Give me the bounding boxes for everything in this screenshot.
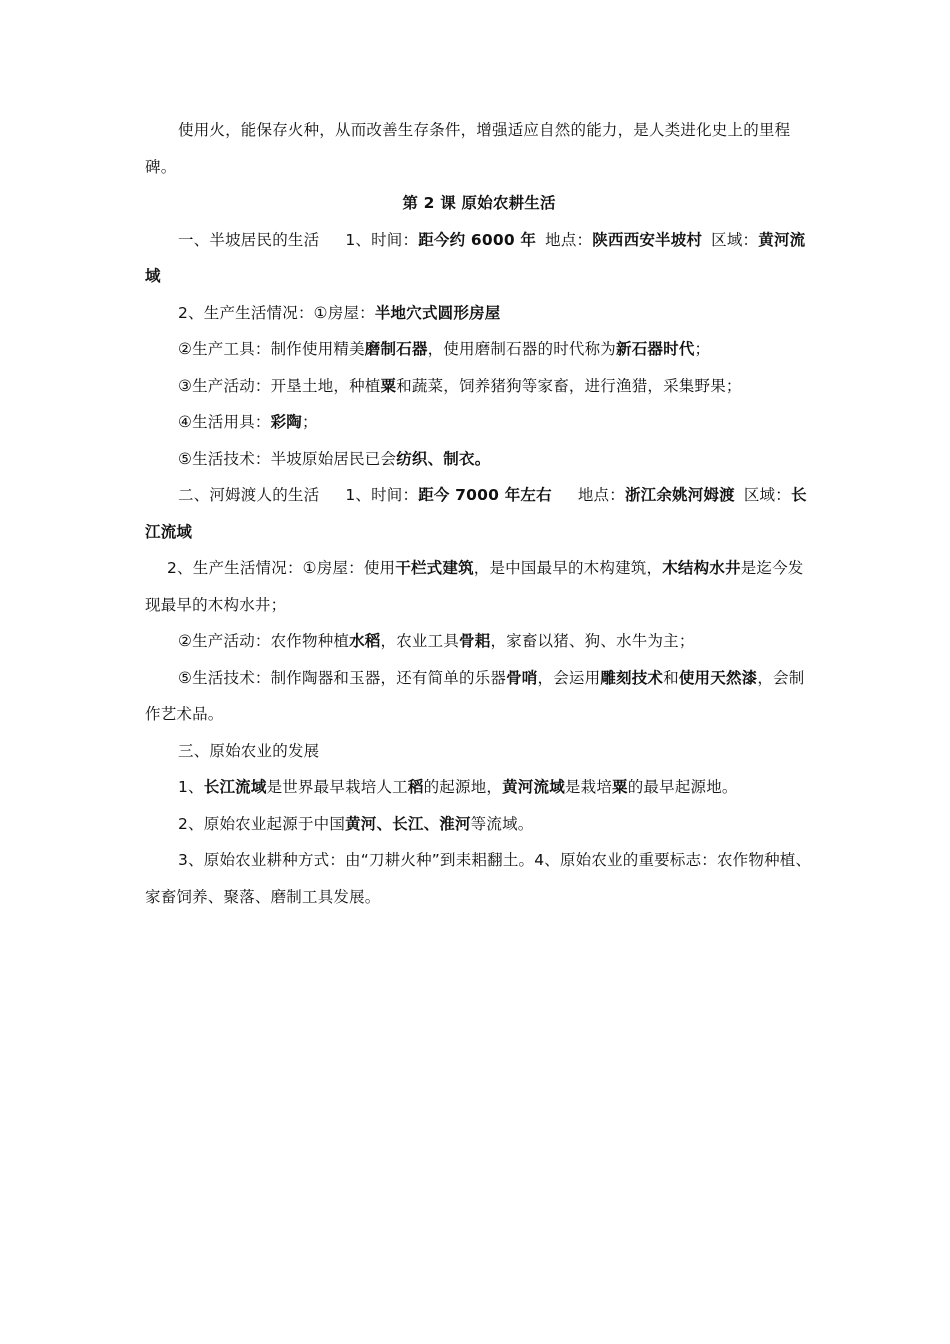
banpo-activity-text-2: 和蔬菜，饲养猪狗等家畜，进行渔猎，采集野果； — [396, 376, 742, 395]
banpo-place-value: 陕西西安半坡村 — [592, 230, 703, 249]
hemudu-region-label: 区域： — [743, 486, 791, 504]
banpo-activity-text: ③生产活动：开垦土地，种植 — [178, 376, 381, 395]
lesson-title: 第 2 课 原始农耕生活 — [402, 194, 556, 212]
hemudu-house-stilt: 干栏式建筑 — [395, 559, 474, 577]
document-body — [145, 112, 813, 915]
agriculture-point-2 — [145, 806, 813, 843]
agri-p1-millet: 粟 — [612, 778, 628, 796]
hemudu-house-text: 2、生产生活情况：①房屋：使用 — [167, 559, 396, 577]
hemudu-tech-lacquer: 使用天然漆 — [678, 668, 758, 687]
hemudu-tech-text-3: ，会制作艺术品。 — [145, 668, 805, 723]
hemudu-tech-bone-whistle: 骨哨 — [506, 668, 538, 687]
banpo-utensil-end: ； — [302, 413, 318, 431]
banpo-time-label: 1、时间： — [345, 230, 419, 249]
banpo-tools-text-2: ，使用磨制石器的时代称为 — [427, 340, 617, 358]
agri-p1-rice: 稻 — [407, 778, 424, 796]
banpo-utensil-pottery: 彩陶 — [270, 413, 303, 431]
banpo-utensil-text: ④生活用具： — [178, 413, 271, 431]
hemudu-activity-text: ②生产活动：农作物种植 — [178, 632, 350, 650]
banpo-region-label: 区域： — [711, 230, 759, 249]
agri-p1-text: 1、 — [178, 778, 204, 796]
banpo-heading: 一、半坡居民的生活 — [178, 230, 320, 249]
hemudu-activity-paragraph — [145, 623, 813, 660]
intro-paragraph — [145, 112, 813, 185]
hemudu-region-value: 长江流域 — [145, 486, 807, 541]
banpo-tools-neolithic: 新石器时代 — [616, 340, 695, 358]
agri-p2-text: 2、原始农业起源于中国 — [178, 814, 346, 833]
agri-p1-text-3: 的起源地， — [423, 778, 503, 796]
banpo-house-paragraph — [145, 295, 813, 332]
agriculture-heading-paragraph — [145, 733, 813, 770]
banpo-activity-millet: 粟 — [380, 376, 397, 395]
banpo-tools-paragraph — [145, 331, 813, 368]
agri-p3-text: 3、原始农业耕种方式：由“刀耕火种”到耒耜翻土。4、原始农业的重要标志：农作物种植、家畜饲养、聚落、磨制工具发展。 — [145, 851, 812, 906]
banpo-life-label: 2、生产生活情况：①房屋： — [178, 303, 375, 322]
banpo-house: 半地穴式圆形房屋 — [374, 303, 501, 322]
banpo-tools-end: ； — [694, 340, 711, 358]
hemudu-house-paragraph — [145, 550, 813, 623]
hemudu-heading: 二、河姆渡人的生活 — [178, 486, 320, 504]
hemudu-tech-paragraph — [145, 660, 813, 733]
hemudu-tech-text-2: ，会运用 — [537, 668, 601, 687]
agri-p1-text-2: 是世界最早栽培人工 — [266, 778, 408, 796]
banpo-activity-paragraph — [145, 368, 813, 405]
hemudu-heading-paragraph — [145, 477, 813, 550]
hemudu-activity-rice: 水稻 — [349, 632, 381, 650]
agri-p1-text-5: 的最早起源地。 — [627, 778, 738, 796]
agri-p2-text-2: 等流域。 — [470, 814, 534, 833]
hemudu-tech-text: ⑤生活技术：制作陶器和玉器，还有简单的乐器 — [178, 668, 507, 687]
banpo-time-value: 距今约 6000 年 — [418, 230, 537, 249]
agriculture-point-3 — [145, 842, 813, 915]
hemudu-tech-carving: 雕刻技术 — [600, 668, 664, 687]
banpo-tech-weaving: 纺织、制衣。 — [396, 449, 491, 468]
hemudu-tech-and: 和 — [663, 668, 679, 687]
hemudu-house-text-2: ，是中国最早的木构建筑， — [473, 559, 663, 577]
hemudu-time-value: 距今 7000 年左右 — [418, 486, 552, 504]
agri-p1-yangtze: 长江流域 — [203, 778, 267, 796]
banpo-heading-paragraph — [145, 222, 813, 295]
banpo-tools-stone: 磨制石器 — [364, 340, 428, 358]
banpo-region-value: 黄河流域 — [145, 230, 806, 285]
hemudu-place-label: 地点： — [577, 486, 625, 504]
hemudu-activity-text-3: ，家畜以猪、狗、水牛为主； — [490, 632, 695, 650]
hemudu-place-value: 浙江余姚河姆渡 — [624, 486, 735, 504]
agriculture-point-1 — [145, 769, 813, 806]
agri-p1-text-4: 是栽培 — [564, 778, 613, 796]
hemudu-house-text-3: 是迄今发现最早的木构水井； — [145, 559, 804, 614]
banpo-tools-text: ②生产工具：制作使用精美 — [178, 340, 365, 358]
hemudu-house-well: 木结构水井 — [662, 559, 741, 577]
agri-p1-yellow-river: 黄河流域 — [502, 778, 565, 796]
intro-text: 使用火，能保存火种，从而改善生存条件，增强适应自然的能力，是人类进化史上的里程碑。 — [145, 121, 791, 176]
banpo-tech-text: ⑤生活技术：半坡原始居民已会 — [178, 449, 397, 468]
banpo-place-label: 地点： — [545, 230, 593, 249]
banpo-utensil-paragraph — [145, 404, 813, 441]
agriculture-heading: 三、原始农业的发展 — [178, 741, 320, 760]
agri-p2-rivers: 黄河、长江、淮河 — [345, 814, 471, 833]
hemudu-time-label: 1、时间： — [345, 486, 419, 504]
hemudu-activity-text-2: ，农业工具 — [380, 632, 460, 650]
banpo-tech-paragraph — [145, 441, 813, 478]
hemudu-activity-bone-spade: 骨耜 — [459, 632, 491, 650]
